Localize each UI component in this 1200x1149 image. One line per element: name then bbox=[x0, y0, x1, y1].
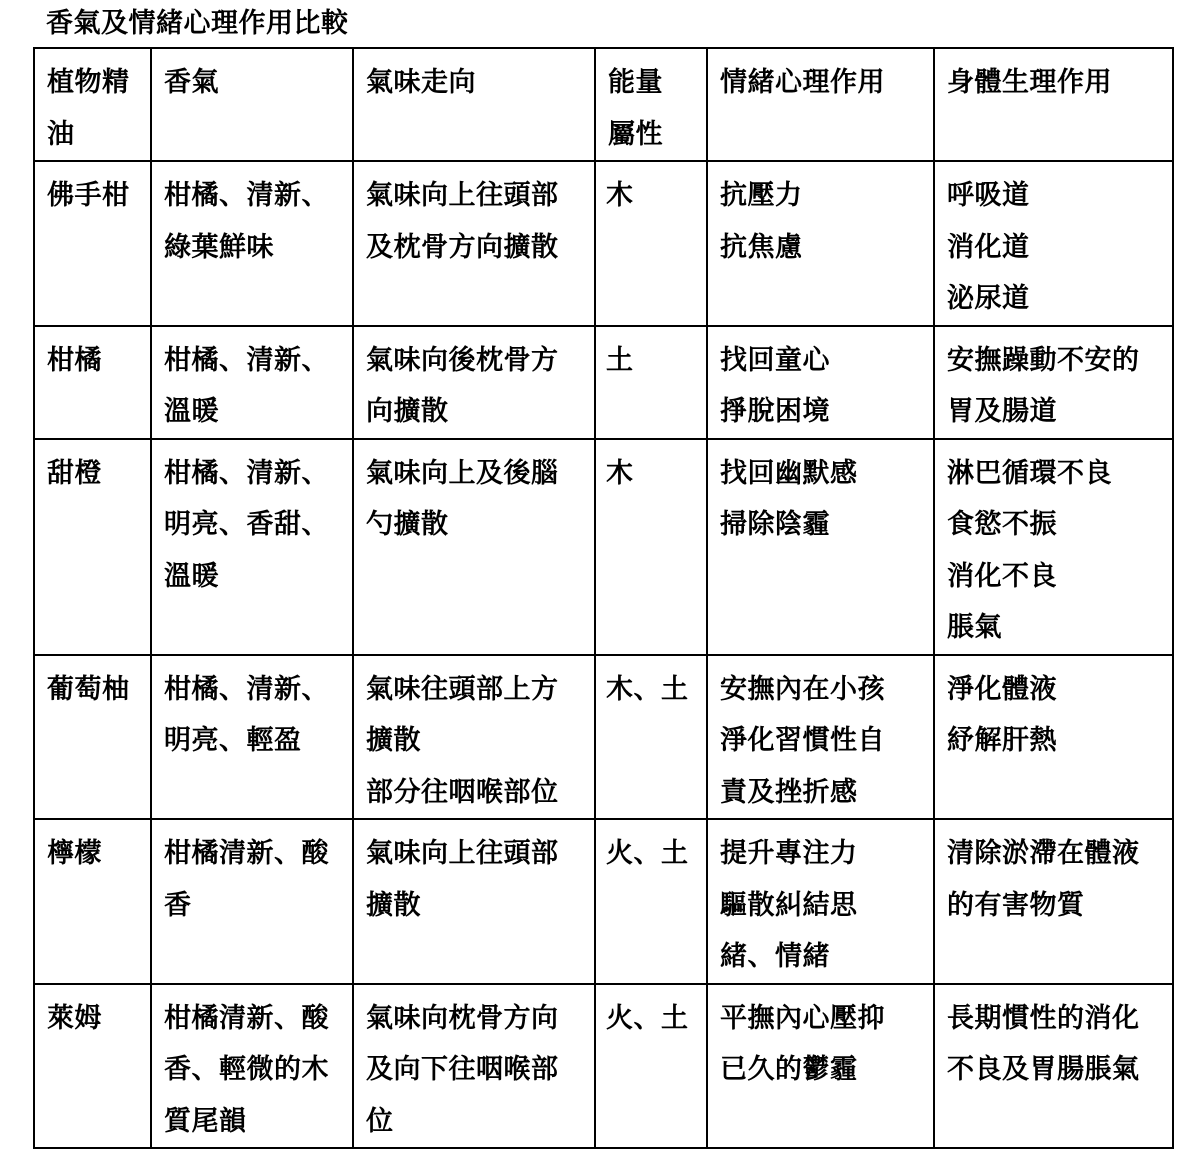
cell-direction: 氣味往頭部上方 擴散 部分往咽喉部位 bbox=[353, 655, 595, 820]
cell-aroma: 柑橘、清新、 溫暖 bbox=[151, 326, 353, 439]
cell-physical: 長期慣性的消化 不良及胃腸脹氣 bbox=[934, 984, 1173, 1149]
cell-energy: 木 bbox=[595, 439, 707, 655]
cell-aroma: 柑橘、清新、 明亮、輕盈 bbox=[151, 655, 353, 820]
table-row bbox=[34, 819, 1173, 984]
cell-oil: 葡萄柚 bbox=[34, 655, 151, 820]
cell-physical: 呼吸道 消化道 泌尿道 bbox=[934, 161, 1173, 326]
cell-aroma: 柑橘、清新、 綠葉鮮味 bbox=[151, 161, 353, 326]
table-row bbox=[34, 161, 1173, 326]
cell-oil: 萊姆 bbox=[34, 984, 151, 1149]
cell-emotion: 找回幽默感 掃除陰霾 bbox=[707, 439, 934, 655]
cell-direction: 氣味向上往頭部 及枕骨方向擴散 bbox=[353, 161, 595, 326]
cell-aroma: 柑橘清新、酸 香 bbox=[151, 819, 353, 984]
cell-energy: 土 bbox=[595, 326, 707, 439]
cell-emotion: 抗壓力 抗焦慮 bbox=[707, 161, 934, 326]
cell-oil: 柑橘 bbox=[34, 326, 151, 439]
document-title: 香氣及情緒心理作用比較 bbox=[46, 8, 349, 39]
cell-oil: 檸檬 bbox=[34, 819, 151, 984]
cell-energy: 火、土 bbox=[595, 984, 707, 1149]
table-row bbox=[34, 439, 1173, 655]
header-direction: 氣味走向 bbox=[353, 48, 595, 161]
table-header-row bbox=[34, 48, 1173, 161]
cell-emotion: 找回童心 掙脫困境 bbox=[707, 326, 934, 439]
cell-physical: 淋巴循環不良 食慾不振 消化不良 脹氣 bbox=[934, 439, 1173, 655]
table-row bbox=[34, 655, 1173, 820]
comparison-table bbox=[33, 47, 1174, 1149]
table-row bbox=[34, 326, 1173, 439]
cell-direction: 氣味向枕骨方向 及向下往咽喉部 位 bbox=[353, 984, 595, 1149]
cell-direction: 氣味向上往頭部 擴散 bbox=[353, 819, 595, 984]
cell-emotion: 提升專注力 驅散糾結思 緒、情緒 bbox=[707, 819, 934, 984]
header-emotion: 情緒心理作用 bbox=[707, 48, 934, 161]
header-aroma: 香氣 bbox=[151, 48, 353, 161]
cell-physical: 清除淤滯在體液 的有害物質 bbox=[934, 819, 1173, 984]
cell-oil: 甜橙 bbox=[34, 439, 151, 655]
cell-emotion: 安撫內在小孩 淨化習慣性自 責及挫折感 bbox=[707, 655, 934, 820]
cell-energy: 火、土 bbox=[595, 819, 707, 984]
cell-physical: 安撫躁動不安的 胃及腸道 bbox=[934, 326, 1173, 439]
cell-aroma: 柑橘、清新、 明亮、香甜、 溫暖 bbox=[151, 439, 353, 655]
cell-emotion: 平撫內心壓抑 已久的鬱霾 bbox=[707, 984, 934, 1149]
cell-aroma: 柑橘清新、酸 香、輕微的木 質尾韻 bbox=[151, 984, 353, 1149]
cell-energy: 木 bbox=[595, 161, 707, 326]
cell-energy: 木、土 bbox=[595, 655, 707, 820]
cell-oil: 佛手柑 bbox=[34, 161, 151, 326]
header-energy: 能量 屬性 bbox=[595, 48, 707, 161]
cell-direction: 氣味向上及後腦 勺擴散 bbox=[353, 439, 595, 655]
header-oil: 植物精 油 bbox=[34, 48, 151, 161]
cell-direction: 氣味向後枕骨方 向擴散 bbox=[353, 326, 595, 439]
header-physical: 身體生理作用 bbox=[934, 48, 1173, 161]
table-row bbox=[34, 984, 1173, 1149]
cell-physical: 淨化體液 紓解肝熱 bbox=[934, 655, 1173, 820]
